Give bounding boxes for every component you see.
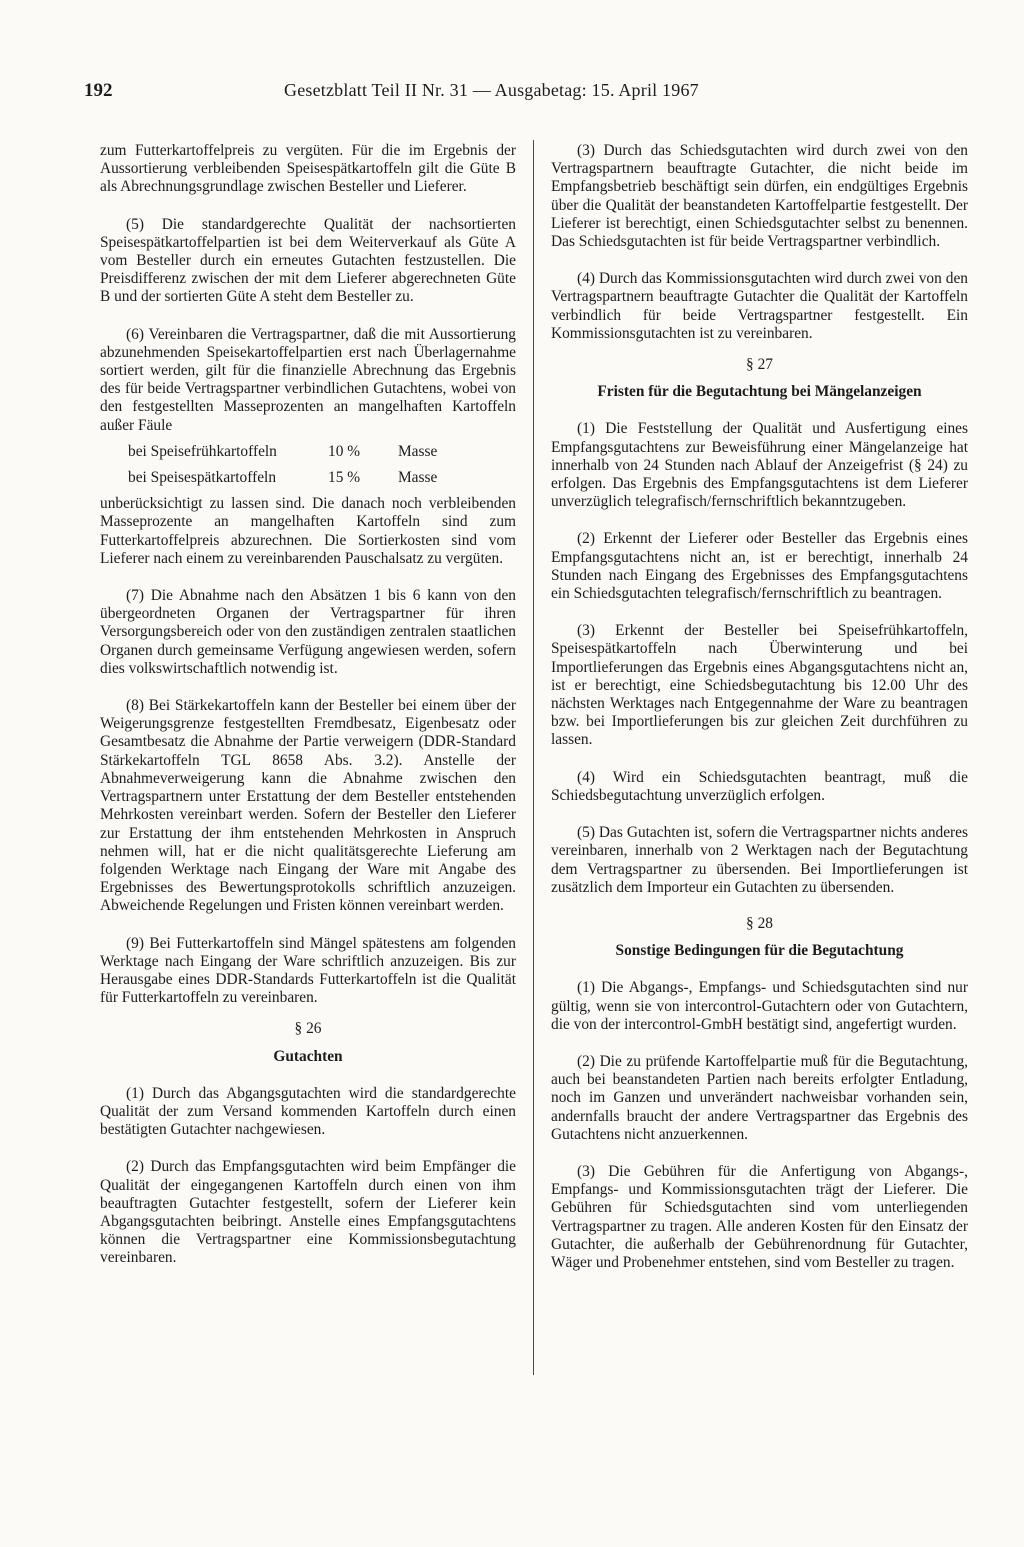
page-number: 192 <box>84 80 113 101</box>
section-27-paragraph-5: (5) Das Gutachten ist, sofern die Vertragspartner nichts anderes vereinbaren, innerhalb von 2 Werktagen nach der Begutachtung dem Vertragspartner zu übersenden. Bei Importlieferungen ist zusätzlich dem Importeur ein Gutachten zu übersenden. <box>551 824 968 896</box>
section-26-heading: Gutachten <box>273 1047 343 1065</box>
left-column <box>100 142 516 1268</box>
list-item-label: bei Speisefrühkartoffeln <box>128 442 277 460</box>
list-item-value: 15 % <box>328 469 361 487</box>
section-26-number: § 26 <box>294 1020 322 1038</box>
section-26-paragraph-4: (4) Durch das Kommissionsgutachten wird durch zwei von den Vertragspartnern beauftragte Gutachter die Qualität der Kartoffeln verbindlich für beide Vertragspartner festgestellt. Ein Kommissionsgutachten ist zu vereinbaren. <box>551 270 968 342</box>
section-28-number: § 28 <box>746 914 773 932</box>
section-27-paragraph-2: (2) Erkennt der Lieferer oder Besteller das Ergebnis eines Empfangsgutachtens nicht an, ist er berechtigt, innerhalb 24 Stunden nach Eingang des Ergebnisses des Empfangsgutachtens ein Schiedsgutachten telegrafisch/fernschriftlich zu beantragen. <box>551 530 968 603</box>
list-item-unit: Masse <box>398 442 438 460</box>
paragraph-7: (7) Die Abnahme nach den Absätzen 1 bis 6 kann von den übergeordneten Organen der Vertragspartner für ihren Versorgungsbereich oder von den zuständigen zentralen staatlichen Organen durch gemeinsame Verfügung angewiesen werden, sofern dies volkswirtschaftlich notwendig ist. <box>100 587 516 677</box>
paragraph-6: (6) Vereinbaren die Vertragspartner, daß die mit Aussortierung abzunehmenden Speisekartoffelpartien erst nach Überlagernahme sortiert werden, gilt für die finanzielle Abrechnung das Ergebnis des für beide Vertragspartner verbindlichen Gutachtens, wobei von den festgestellten Masseprozenten an mangelhaften Kartoffeln außer Fäule <box>100 325 516 434</box>
running-title: Gesetzblatt Teil II Nr. 31 — Ausgabetag: 15. April 1967 <box>284 80 699 100</box>
section-28-paragraph-1: (1) Die Abgangs-, Empfangs- und Schiedsgutachten sind nur gültig, wenn sie von intercontrol-Gutachtern oder von Gutachtern, die von der intercontrol-GmbH bestätigt sind, angefertigt wurden. <box>551 979 968 1033</box>
paragraph-6-end: unberücksichtigt zu lassen sind. Die danach noch verbleibenden Masseprozente an mangelhaften Kartoffeln sind zum Futterkartoffelpreis abzurechnen. Die Sortierkosten sind vom Lieferer nach einem zu vereinbarenden Pauschalsatz zu vergüten. <box>100 495 516 567</box>
list-item-label: bei Speisespätkartoffeln <box>128 469 277 487</box>
page-header <box>84 80 774 108</box>
section-26-paragraph-1: (1) Durch das Abgangsgutachten wird die standardgerechte Qualität der zum Versand kommenden Kartoffeln durch einen bestätigten Gutachter nachgewiesen. <box>100 1084 516 1139</box>
list-item <box>128 469 516 487</box>
section-27-number: § 27 <box>746 356 773 374</box>
section-26-paragraph-3: (3) Durch das Schiedsgutachten wird durch zwei von den Vertragspartnern beauftragte Gutachter, die nicht beide im Empfangsbetrieb beschäftigt sein dürfen, ein endgültiges Ergebnis über die Qualität der beanstandeten Kartoffelpartie festgestellt. Der Lieferer ist berechtigt, einen Schiedsgutachter selbst zu benennen. Das Schiedsgutachten ist für beide Vertragspartner verbindlich. <box>551 142 968 251</box>
right-column <box>551 142 968 1272</box>
paragraph-5: (5) Die standardgerechte Qualität der nachsortierten Speisespätkartoffelpartien ist bei dem Weiterverkauf als Güte A vom Besteller durch ein erneutes Gutachten festzustellen. Die Preisdifferenz zwischen der mit dem Lieferer abgerechneten Güte B und der sortierten Güte A steht dem Besteller zu. <box>100 215 516 306</box>
paragraph-continuation: zum Futterkartoffelpreis zu vergüten. Für die im Ergebnis der Aussortierung verbleibenden Speisespätkartoffeln gilt die Güte B als Abrechnungsgrundlage zwischen Besteller und Lieferer. <box>100 142 516 196</box>
section-27-paragraph-3: (3) Erkennt der Besteller bei Speisefrühkartoffeln, Speisespätkartoffeln nach Überwinterung und bei Importlieferungen das Ergebnis eines Abgangsgutachtens nicht an, ist er berechtigt, eine Schiedsbegutachtung bis 12.00 Uhr des nächsten Werktages nach Entgegennahme der Ware zu beantragen bzw. bei Importlieferungen bis zur gleichen Zeit durchführen zu lassen. <box>551 622 968 749</box>
section-27-heading: Fristen für die Begutachtung bei Mängelanzeigen <box>597 383 922 401</box>
section-26-paragraph-2: (2) Durch das Empfangsgutachten wird beim Empfänger die Qualität der eingegangenen Kartoffeln durch einen von ihm beauftragten Gutachter festgestellt, sofern der Lieferer kein Abgangsgutachten beibringt. Anstelle eines Empfangsgutachtens können die Vertragspartner eine Kommissionsbegutachtung vereinbaren. <box>100 1158 516 1267</box>
section-27-paragraph-4: (4) Wird ein Schiedsgutachten beantragt, muß die Schiedsbegutachtung unverzüglich erfolgen. <box>551 768 968 804</box>
list-item-value: 10 % <box>328 442 361 460</box>
section-28-paragraph-3: (3) Die Gebühren für die Anfertigung von Abgangs-, Empfangs- und Kommissionsgutachten trägt der Lieferer. Die Gebühren für Schiedsgutachten sind vom unterliegenden Vertragspartner zu tragen. Alle anderen Kosten für den Einsatz der Gutachter, die außerhalb der Gebührenordnung für Gutachter, Wäger und Probenehmer entstehen, sind vom Besteller zu tragen. <box>551 1162 968 1271</box>
section-27-paragraph-1: (1) Die Feststellung der Qualität und Ausfertigung eines Empfangsgutachtens zur Beweisführung einer Mängelanzeige hat innerhalb von 24 Stunden nach Ablauf der Anzeigefrist (§ 24) zu erfolgen. Das Ergebnis des Empfangsgutachtens ist dem Lieferer unverzüglich telegrafisch/fernschriftlich bekanntzugeben. <box>551 420 968 511</box>
paragraph-8: (8) Bei Stärkekartoffeln kann der Besteller bei einem über der Weigerungsgrenze festgestellten Fremdbesatz, Eigenbesatz oder Gesamtbesatz die Abnahme der Partie verweigern (DDR-Standard Stärkekartoffeln TGL 8658 Abs. 3.2). Anstelle der Abnahmeverweigerung kann die Abnahme zwischen den Vertragspartnern unter Erstattung der dem Besteller entstehenden Mehrkosten vereinbart werden. Sofern der Besteller den Lieferer zur Erstattung der ihm entstehenden Mehrkosten in Anspruch nehmen will, hat er die nicht qualitätsgerechte Lieferung am folgenden Werktage nach Eingang der Ware mit Angabe des Ergebnisses des Bewertungsprotokolls schriftlich anzuzeigen. Abweichende Regelungen und Fristen können vereinbart werden. <box>100 697 516 915</box>
paragraph-9: (9) Bei Futterkartoffeln sind Mängel spätestens am folgenden Werktage nach Eingang der Ware schriftlich anzuzeigen. Bis zur Herausgabe eines DDR-Standards Futterkartoffeln ist die Qualität für Futterkartoffeln zu vereinbaren. <box>100 934 516 1007</box>
list-item <box>128 443 516 461</box>
section-28-paragraph-2: (2) Die zu prüfende Kartoffelpartie muß für die Begutachtung, auch bei beanstandeten Partien nach bereits erfolgter Entladung, noch im Ganzen und unverändert nachweisbar vorhanden sein, andernfalls braucht der andere Vertragspartner das Ergebnis des Gutachtens nicht anzuerkennen. <box>551 1052 968 1143</box>
column-divider <box>533 140 534 1375</box>
section-28-heading: Sonstige Bedingungen für die Begutachtung <box>615 942 904 960</box>
list-item-unit: Masse <box>398 469 438 487</box>
